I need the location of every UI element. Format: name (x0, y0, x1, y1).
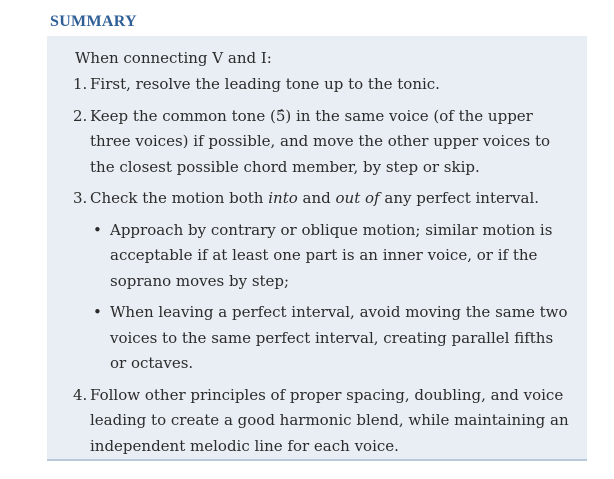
list-item (73, 383, 573, 460)
sub-item-text: Approach by contrary or oblique motion; similar motion is acceptable if at least one part is an inner voice, or if the soprano moves by step; (110, 220, 553, 290)
list-item (73, 72, 573, 98)
list-item (73, 104, 573, 181)
step-text: Keep the common tone (5̂) in the same voice (of the upper three voices) if possible, and move the other upper voices to the closest possible chord member, by step or skip. (90, 106, 551, 176)
intro-text: When connecting V and I: (75, 49, 272, 67)
step-number: 3. (73, 189, 88, 207)
steps-list (73, 72, 573, 465)
step-text-part: Check the motion both (90, 189, 269, 207)
step-text-part: any perfect interval. (379, 189, 540, 207)
sub-list-item (90, 218, 573, 295)
step-text: Follow other principles of proper spacing, doubling, and voice leading to create a good harmonic blend, while maintaining an independent melodic line for each voice. (90, 385, 569, 455)
emphasis-into: into (268, 189, 298, 207)
summary-heading: SUMMARY (50, 13, 137, 30)
summary-box (47, 36, 587, 461)
bullet-icon: • (93, 303, 102, 321)
bullet-icon: • (93, 220, 102, 239)
step-number: 2. (73, 106, 88, 125)
sub-list (90, 218, 573, 377)
step-number: 1. (73, 75, 88, 93)
emphasis-out-of: out of (335, 189, 380, 207)
list-item (73, 186, 573, 377)
sub-item-text: When leaving a perfect interval, avoid moving the same two voices to the same perfect interval, creating parallel fifths or octaves. (110, 303, 568, 372)
sub-list-item (90, 300, 573, 377)
step-number: 4. (73, 385, 88, 404)
step-text: First, resolve the leading tone up to the tonic. (90, 75, 440, 93)
step-text (90, 189, 539, 207)
step-text-part: and (297, 189, 336, 207)
